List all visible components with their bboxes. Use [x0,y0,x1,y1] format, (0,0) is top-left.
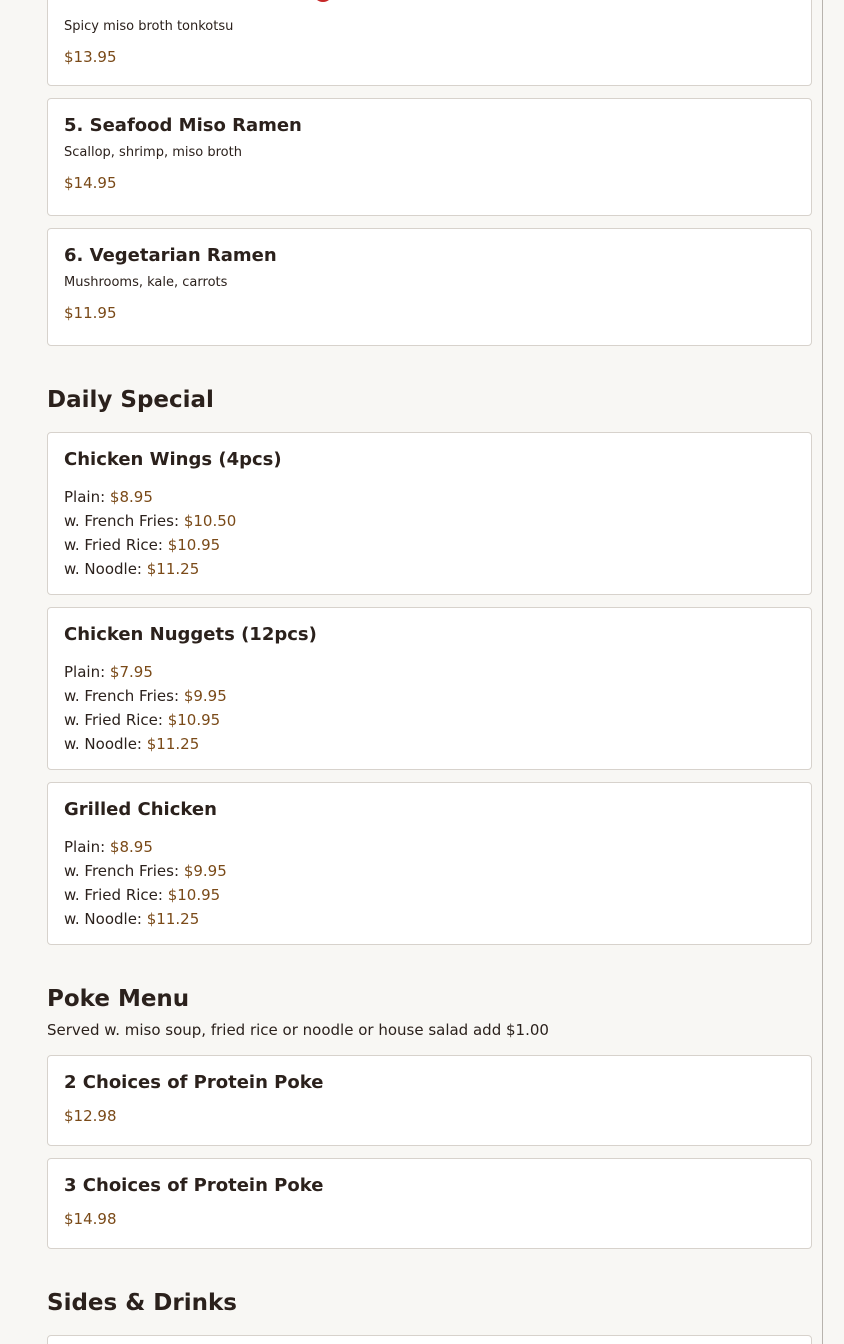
option-price: $8.95 [109,838,153,856]
option-label: w. Fried Rice: [64,886,163,904]
menu-item-price: $14.95 [64,174,117,192]
option-price: $10.95 [167,536,221,554]
price-option [64,907,795,931]
menu-item-title: 3 Choices of Protein Poke [64,1175,324,1196]
price-option [64,708,795,732]
page-edge-divider [822,0,823,1344]
menu-item-card[interactable] [47,432,812,595]
option-price: $10.95 [167,886,221,904]
option-price: $10.50 [183,512,237,530]
option-price: $11.25 [146,910,200,928]
option-price: $10.95 [167,711,221,729]
price-option [64,835,795,859]
menu-item-title: 2 Choices of Protein Poke [64,1072,324,1093]
menu-item-card[interactable] [47,782,812,945]
section-title-daily-special: Daily Special [47,387,214,413]
option-label: w. Noodle: [64,910,142,928]
menu-item-card[interactable] [47,1055,812,1146]
option-label: w. Fried Rice: [64,711,163,729]
menu-content [47,0,812,1344]
option-label: w. French Fries: [64,687,180,705]
option-price: $9.95 [183,862,227,880]
menu-item-title: Chicken Nuggets (12pcs) [64,624,317,645]
menu-item-description: Mushrooms, kale, carrots [64,275,228,290]
option-label: Plain: [64,488,106,506]
price-option [64,684,795,708]
menu-item-card[interactable] [47,607,812,770]
menu-item-price: $12.98 [64,1107,117,1125]
menu-item-title: Chicken Wings (4pcs) [64,449,282,470]
option-label: w. Noodle: [64,735,142,753]
option-label: w. French Fries: [64,512,180,530]
option-label: w. Noodle: [64,560,142,578]
option-price: $11.25 [146,560,200,578]
price-option [64,859,795,883]
price-option [64,533,795,557]
option-label: Plain: [64,663,106,681]
price-option [64,509,795,533]
menu-item-description: Spicy miso broth tonkotsu [64,19,234,34]
price-option [64,485,795,509]
option-label: w. French Fries: [64,862,180,880]
section-title-poke-menu: Poke Menu [47,986,190,1012]
option-label: w. Fried Rice: [64,536,163,554]
option-label: Plain: [64,838,106,856]
option-price: $7.95 [109,663,153,681]
menu-item-price: $13.95 [64,48,117,66]
price-option-list [64,485,795,581]
price-option [64,660,795,684]
menu-item-description: Scallop, shrimp, miso broth [64,145,242,160]
option-price: $9.95 [183,687,227,705]
menu-item-title: Grilled Chicken [64,799,217,820]
price-option-list [64,660,795,756]
section-subtitle: Served w. miso soup, fried rice or noodle or house salad add $1.00 [47,1021,549,1039]
price-option [64,883,795,907]
section-title-sides-drinks: Sides & Drinks [47,1290,237,1316]
menu-item-card[interactable] [47,0,812,86]
menu-item-price: $11.95 [64,304,117,322]
price-option [64,557,795,581]
option-price: $11.25 [146,735,200,753]
menu-item-card[interactable] [47,228,812,346]
menu-item-card[interactable] [47,1158,812,1249]
price-option-list [64,835,795,931]
option-price: $8.95 [109,488,153,506]
menu-item-title: 6. Vegetarian Ramen [64,245,277,266]
price-option [64,732,795,756]
menu-item-price: $14.98 [64,1210,117,1228]
menu-item-card[interactable] [47,98,812,216]
menu-item-card[interactable] [47,1335,812,1344]
menu-item-title: 5. Seafood Miso Ramen [64,115,302,136]
